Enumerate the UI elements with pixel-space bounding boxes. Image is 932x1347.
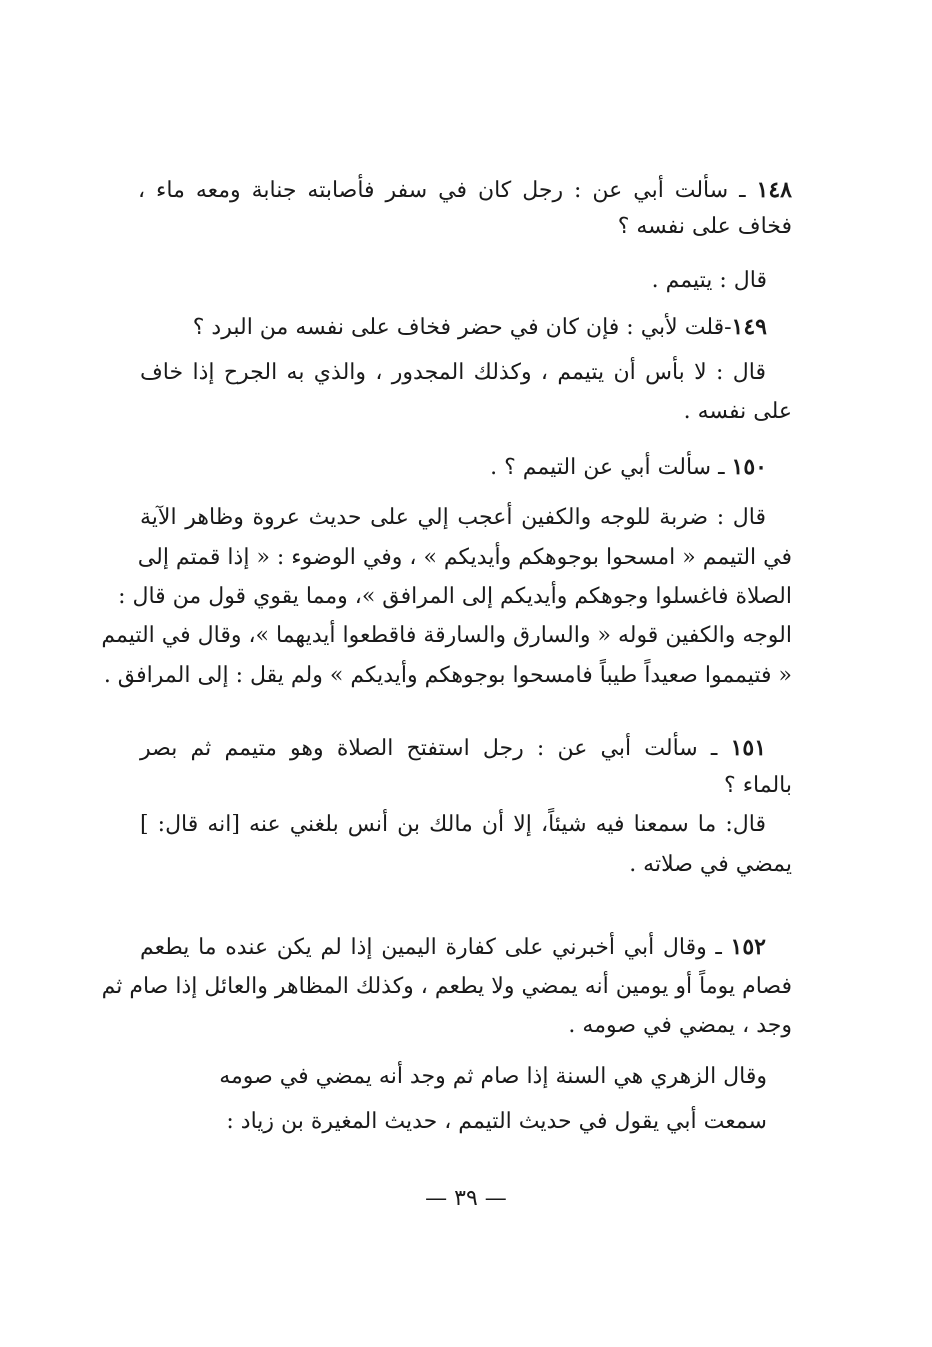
text-line: سمعت أبي يقول في حديث التيمم ، حديث المغيرة بن زياد : [226, 1109, 767, 1134]
text-line [140, 932, 766, 963]
text-line: فخاف على نفسه ؟ [617, 214, 792, 239]
answer-line: « فتيمموا صعيداً طيباً فامسحوا بوجوهكم وأيديكم » ولم يقل : إلى المرافق . [103, 663, 792, 688]
answer-line: قال : لا بأس أن يتيمم ، وكذلك المجدور ، والذي به الجرح إذا خاف [140, 360, 766, 385]
entry-number: ١٥٠ [731, 454, 767, 480]
question-text: ـ سألت أبي عن : رجل استفتح الصلاة وهو متيمم ثم بصر [140, 736, 718, 761]
entry-number: ١٤٩ [731, 314, 767, 340]
text-line: بالماء ؟ [724, 773, 792, 798]
text-line: فصام يوماً أو يومين أنه يمضي ولا يطعم ، وكذلك المظاهر والعائل إذا صام ثم [101, 974, 792, 999]
entry-number: ١٥٢ [730, 934, 766, 960]
text-line [193, 312, 767, 343]
answer-line: على نفسه . [683, 399, 792, 424]
answer-line: قال : ضربة للوجه والكفين أعجب إلي على حديث عروة وظاهر الآية [140, 505, 766, 530]
question-text: -قلت لأبي : فإن كان في حضر فخاف على نفسه من البرد ؟ [192, 315, 732, 340]
answer-line: يمضي في صلاته . [629, 852, 792, 877]
text-line [140, 733, 766, 764]
statement-text: ـ وقال أبي أخبرني على كفارة اليمين إذا لم يكن عنده ما يطعم [140, 935, 722, 960]
page-number: — ٣٩ — [425, 1186, 507, 1211]
answer-line: في التيمم « امسحوا بوجوهكم وأيديكم » ، وفي الوضوء : « إذا قمتم إلى [137, 545, 792, 570]
entry-number: ١٥١ [730, 735, 767, 761]
entry-number: ١٤٨ [756, 177, 792, 203]
answer-line: الصلاة فاغسلوا وجوهكم وأيديكم إلى المرافق »، ومما يقوي قول من قال : [118, 584, 792, 609]
question-text: ـ سألت أبي عن التيمم ؟ . [490, 455, 725, 480]
question-text: ـ سألت أبي عن : رجل كان في سفر فأصابته جنابة ومعه ماء ، [138, 178, 746, 203]
text-line [490, 452, 767, 483]
text-line: وجد ، يمضي في صومه . [568, 1013, 792, 1038]
answer-line: الوجه والكفين قوله « والسارق والسارقة فاقطعوا أيديهما »، وقال في التيمم [101, 623, 792, 648]
answer-line: قال: ما سمعنا فيه شيئاً، إلا أن مالك بن أنس بلغني عنه [انه قال: ] [140, 812, 766, 837]
text-line [138, 175, 792, 206]
answer-line: قال : يتيمم . [651, 268, 767, 293]
text-line: وقال الزهري هي السنة إذا صام ثم وجد أنه يمضي في صومه [219, 1064, 767, 1089]
